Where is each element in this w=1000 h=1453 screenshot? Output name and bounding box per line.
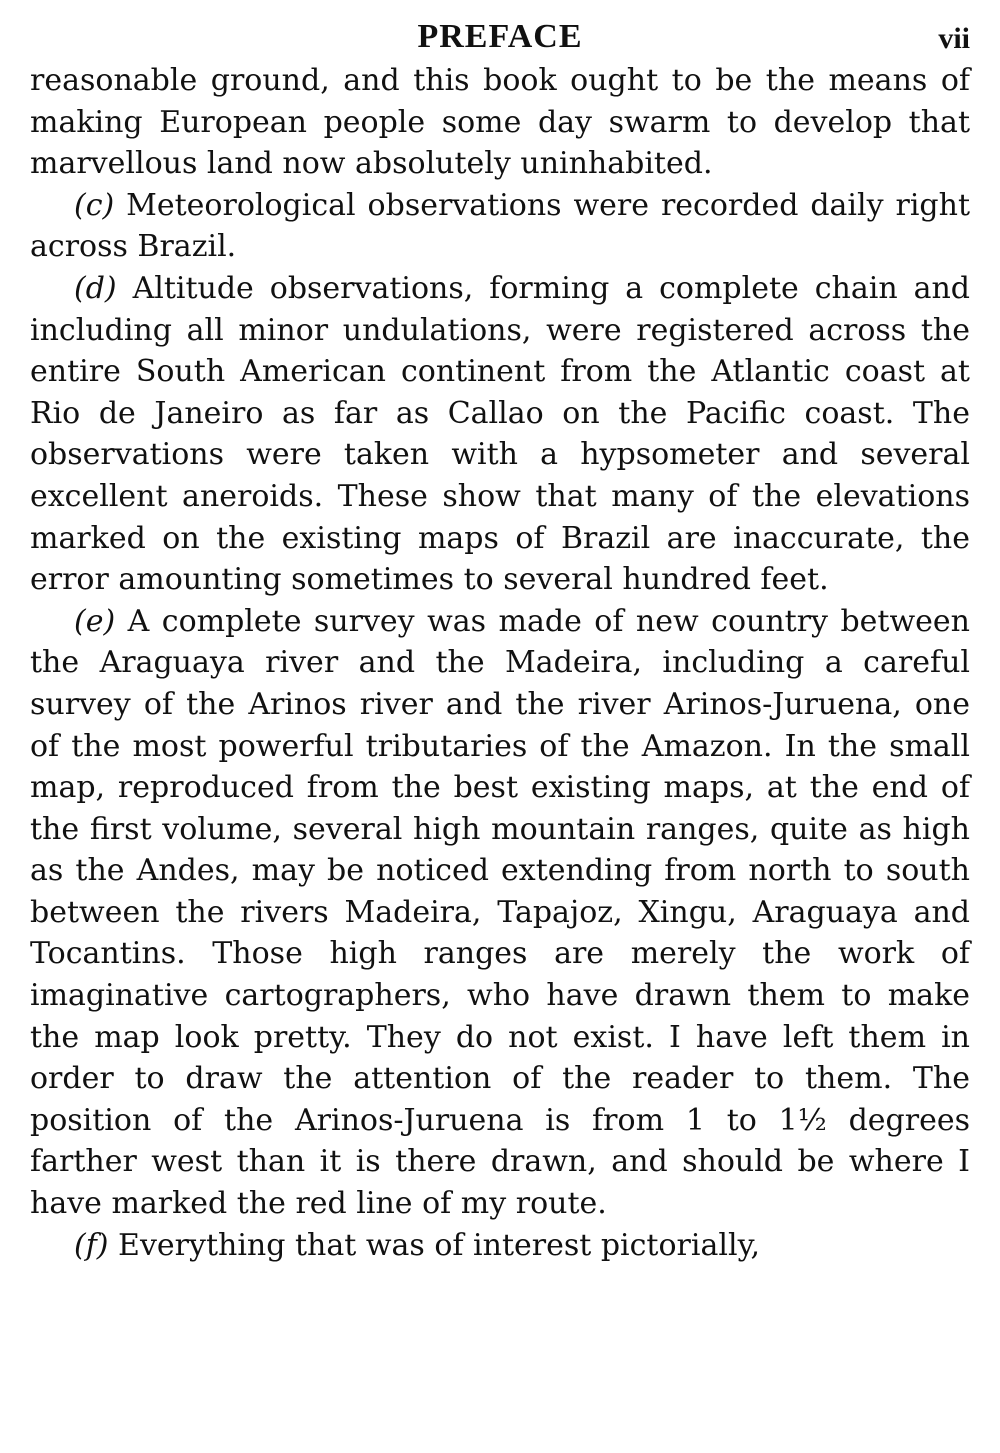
item-label: (c) — [74, 187, 115, 223]
paragraph-c — [30, 185, 970, 268]
paragraph-text: reasonable ground, and this book ought to be the means of making European people some day swarm to develop that marvellous land now absolutely uninhabited. — [30, 63, 970, 182]
page-header — [30, 18, 970, 60]
item-label: (d) — [74, 270, 117, 306]
paragraph-text: Everything that was of interest pictorially, — [108, 1227, 761, 1263]
paragraph-d — [30, 268, 970, 601]
book-page — [30, 18, 970, 1266]
item-label: (f) — [74, 1227, 109, 1263]
paragraph-e — [30, 601, 970, 1225]
page-number: vii — [938, 22, 970, 55]
paragraph-text: Altitude observations, forming a complete chain and including all minor undulations, were registered across the entire South American continent from the Atlantic coast at Rio de Janeiro as far as Callao on the Pacific coast. The observations were taken with a hypsometer and several excellent aneroids. These show that many of the elevations marked on the existing maps of Brazil are inaccurate, the error amounting sometimes to several hundred feet. — [30, 270, 970, 598]
paragraph-text: A complete survey was made of new country between the Araguaya river and the Madeira, including a careful survey of the Arinos river and the river Arinos-Juruena, one of the most powerful tributaries of the Amazon. In the small map, reproduced from the best existing maps, at the end of the first volume, several high mountain ranges, quite as high as the Andes, may be noticed extending from north to south between the rivers Madeira, Tapajoz, Xingu, Araguaya and Tocantins. Those high ranges are merely the work of imaginative cartographers, who have drawn them to make the map look pretty. They do not exist. I have left them in order to draw the attention of the reader to them. The position of the Arinos-Juruena is from 1 to 1½ degrees farther west than it is there drawn, and should be where I have marked the red line of my route. — [30, 603, 970, 1222]
item-label: (e) — [74, 603, 116, 639]
paragraph-f — [30, 1225, 970, 1267]
body-text — [30, 60, 970, 1266]
paragraph-continued — [30, 60, 970, 185]
paragraph-text: Meteorological observations were recorded daily right across Brazil. — [30, 187, 970, 265]
running-head: PREFACE — [417, 18, 583, 55]
